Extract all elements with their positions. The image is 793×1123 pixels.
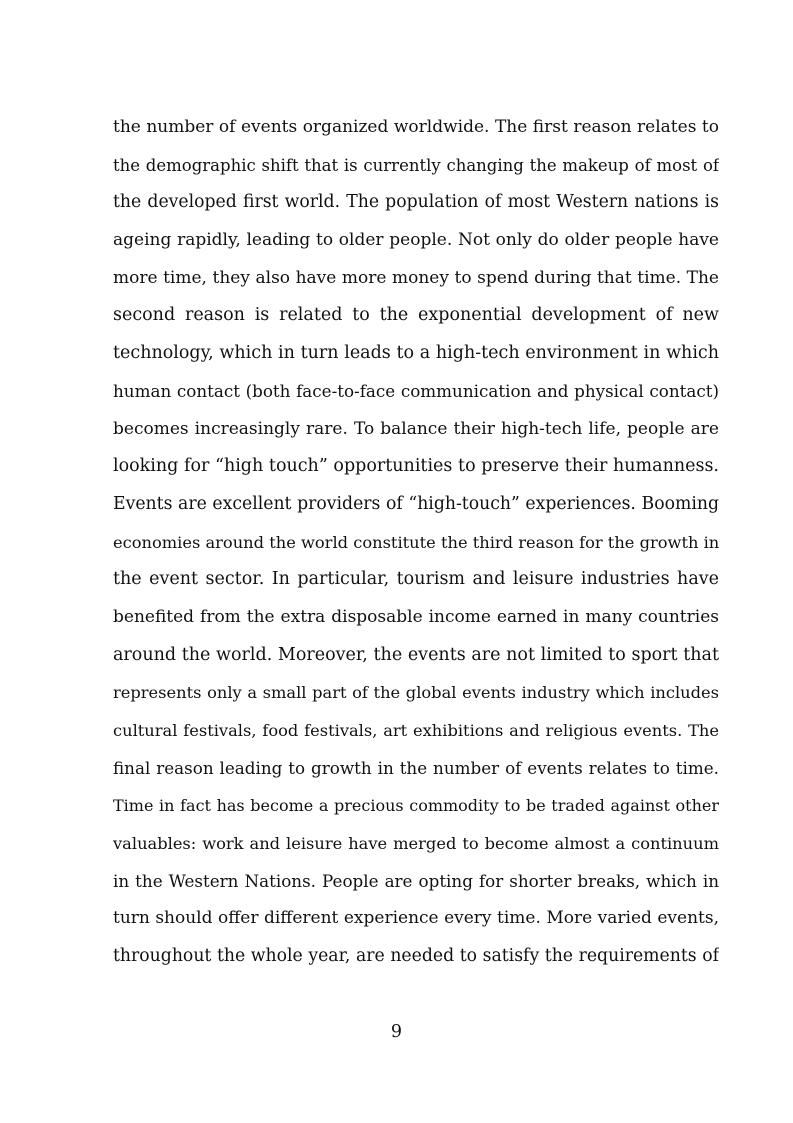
text-line: benefited from the extra disposable income earned in many countries: [113, 606, 719, 627]
text-line: human contact (both face-to-face communication and physical contact): [113, 380, 719, 401]
text-line: second reason is related to the exponential development of new: [113, 305, 719, 326]
text-line: looking for “high touch” opportunities to preserve their humanness.: [113, 456, 719, 477]
text-line: economies around the world constitute the third reason for the growth in: [113, 532, 719, 552]
text-line: becomes increasingly rare. To balance their high-tech life, people are: [113, 418, 719, 439]
body-paragraph: [113, 109, 719, 976]
text-line: technology, which in turn leads to a high-tech environment in which: [113, 343, 719, 364]
text-line: the developed first world. The population of most Western nations is: [113, 192, 719, 213]
text-line: throughout the whole year, are needed to satisfy the requirements of: [113, 946, 719, 967]
text-line: the event sector. In particular, tourism and leisure industries have: [113, 569, 719, 590]
text-line: the demographic shift that is currently changing the makeup of most of: [113, 155, 719, 175]
text-line: in the Western Nations. People are opting for shorter breaks, which in: [113, 870, 719, 891]
page-number: 9: [390, 1022, 403, 1042]
text-line: the number of events organized worldwide. The first reason relates to: [113, 117, 719, 137]
text-line: Events are excellent providers of “high-touch” experiences. Booming: [113, 493, 719, 514]
text-line: more time, they also have more money to spend during that time. The: [113, 267, 719, 288]
text-line: ageing rapidly, leading to older people. Not only do older people have: [113, 230, 719, 251]
text-line: cultural festivals, food festivals, art exhibitions and religious events. The: [113, 721, 719, 740]
text-line: valuables: work and leisure have merged to become almost a continuum: [113, 834, 719, 854]
text-line: final reason leading to growth in the number of events relates to time.: [113, 757, 719, 778]
text-line: Time in fact has become a precious commodity to be traded against other: [113, 796, 719, 816]
text-line: turn should offer different experience every time. More varied events,: [113, 908, 719, 929]
text-line: represents only a small part of the global events industry which includes: [113, 683, 719, 703]
text-line: around the world. Moreover, the events are not limited to sport that: [113, 644, 719, 665]
